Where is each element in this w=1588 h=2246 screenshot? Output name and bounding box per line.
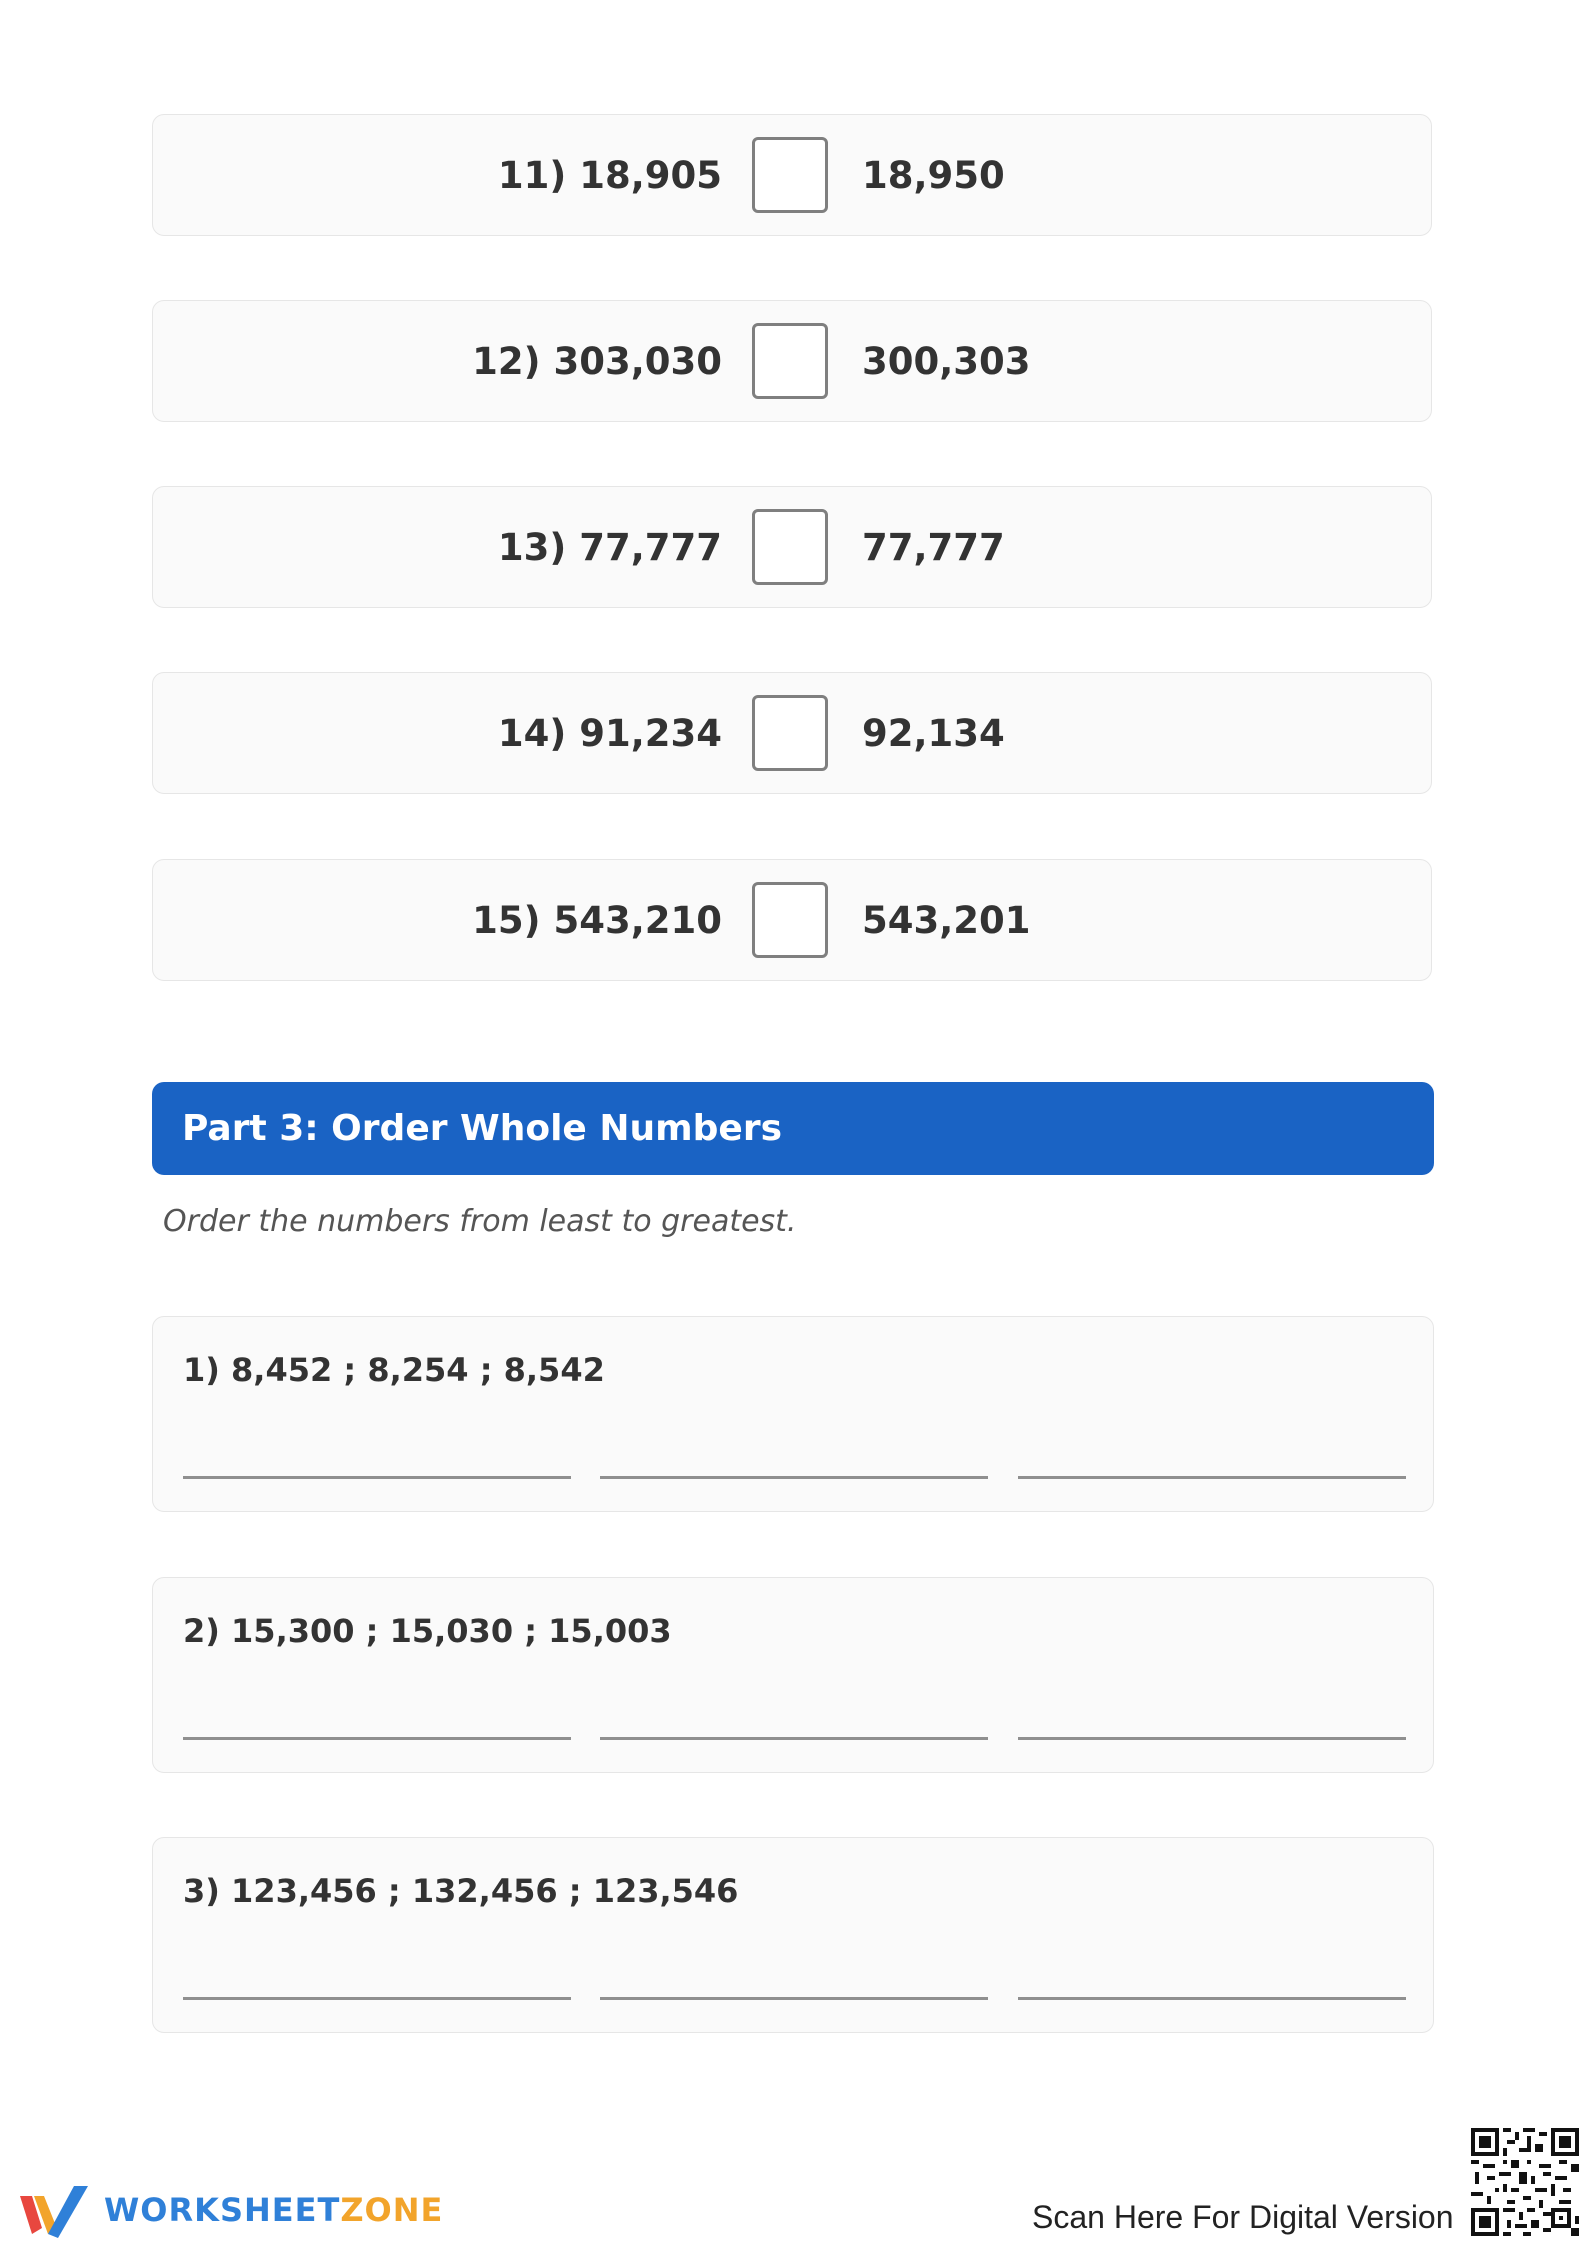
answer-line[interactable] <box>600 1476 988 1479</box>
question-number: 11) <box>497 153 567 197</box>
right-number: 92,134 <box>862 711 1005 755</box>
comparison-left <box>153 899 722 942</box>
answer-line[interactable] <box>600 1737 988 1740</box>
answer-line[interactable] <box>600 1997 988 2000</box>
left-number: 91,234 <box>579 711 722 755</box>
left-number: 543,210 <box>553 898 722 942</box>
answer-box[interactable] <box>752 509 828 585</box>
logo-text-worksheet: WORKSHEET <box>104 2191 341 2229</box>
order-question-text: 1) 8,452 ; 8,254 ; 8,542 <box>183 1351 605 1389</box>
right-number: 300,303 <box>862 339 1031 383</box>
qr-code-icon[interactable] <box>1471 2128 1579 2236</box>
section-header <box>152 1082 1434 1175</box>
logo-text <box>104 2191 443 2229</box>
answer-line[interactable] <box>183 1737 571 1740</box>
comparison-item <box>152 672 1432 794</box>
worksheetzone-logo <box>18 2182 443 2238</box>
scan-caption: Scan Here For Digital Version <box>1032 2199 1454 2235</box>
left-number: 77,777 <box>579 525 722 569</box>
order-question-text: 2) 15,300 ; 15,030 ; 15,003 <box>183 1612 672 1650</box>
answer-line[interactable] <box>183 1476 571 1479</box>
logo-text-zone: ZONE <box>340 2191 444 2229</box>
comparison-left <box>153 526 722 569</box>
comparison-left <box>153 340 722 383</box>
answer-box[interactable] <box>752 137 828 213</box>
question-number: 14) <box>497 711 567 755</box>
answer-box[interactable] <box>752 695 828 771</box>
order-question-card <box>152 1837 1434 2033</box>
comparison-left <box>153 154 722 197</box>
answer-line[interactable] <box>1018 1997 1406 2000</box>
worksheetzone-logo-icon <box>18 2182 90 2238</box>
answer-box[interactable] <box>752 882 828 958</box>
left-number: 303,030 <box>553 339 722 383</box>
order-question-card <box>152 1316 1434 1512</box>
answer-box[interactable] <box>752 323 828 399</box>
right-number: 18,950 <box>862 153 1005 197</box>
comparison-item <box>152 486 1432 608</box>
answer-line[interactable] <box>183 1997 571 2000</box>
order-question-text: 3) 123,456 ; 132,456 ; 123,546 <box>183 1872 739 1910</box>
answer-line[interactable] <box>1018 1476 1406 1479</box>
comparison-item <box>152 300 1432 422</box>
order-question-card <box>152 1577 1434 1773</box>
comparison-item <box>152 859 1432 981</box>
comparison-left <box>153 712 722 755</box>
instruction-text: Order the numbers from least to greatest. <box>163 1204 797 1239</box>
answer-line[interactable] <box>1018 1737 1406 1740</box>
right-number: 77,777 <box>862 525 1005 569</box>
right-number: 543,201 <box>862 898 1031 942</box>
comparison-item <box>152 114 1432 236</box>
left-number: 18,905 <box>579 153 722 197</box>
question-number: 13) <box>497 525 567 569</box>
section-title: Part 3: Order Whole Numbers <box>182 1108 783 1149</box>
question-number: 12) <box>472 339 541 383</box>
question-number: 15) <box>472 898 541 942</box>
